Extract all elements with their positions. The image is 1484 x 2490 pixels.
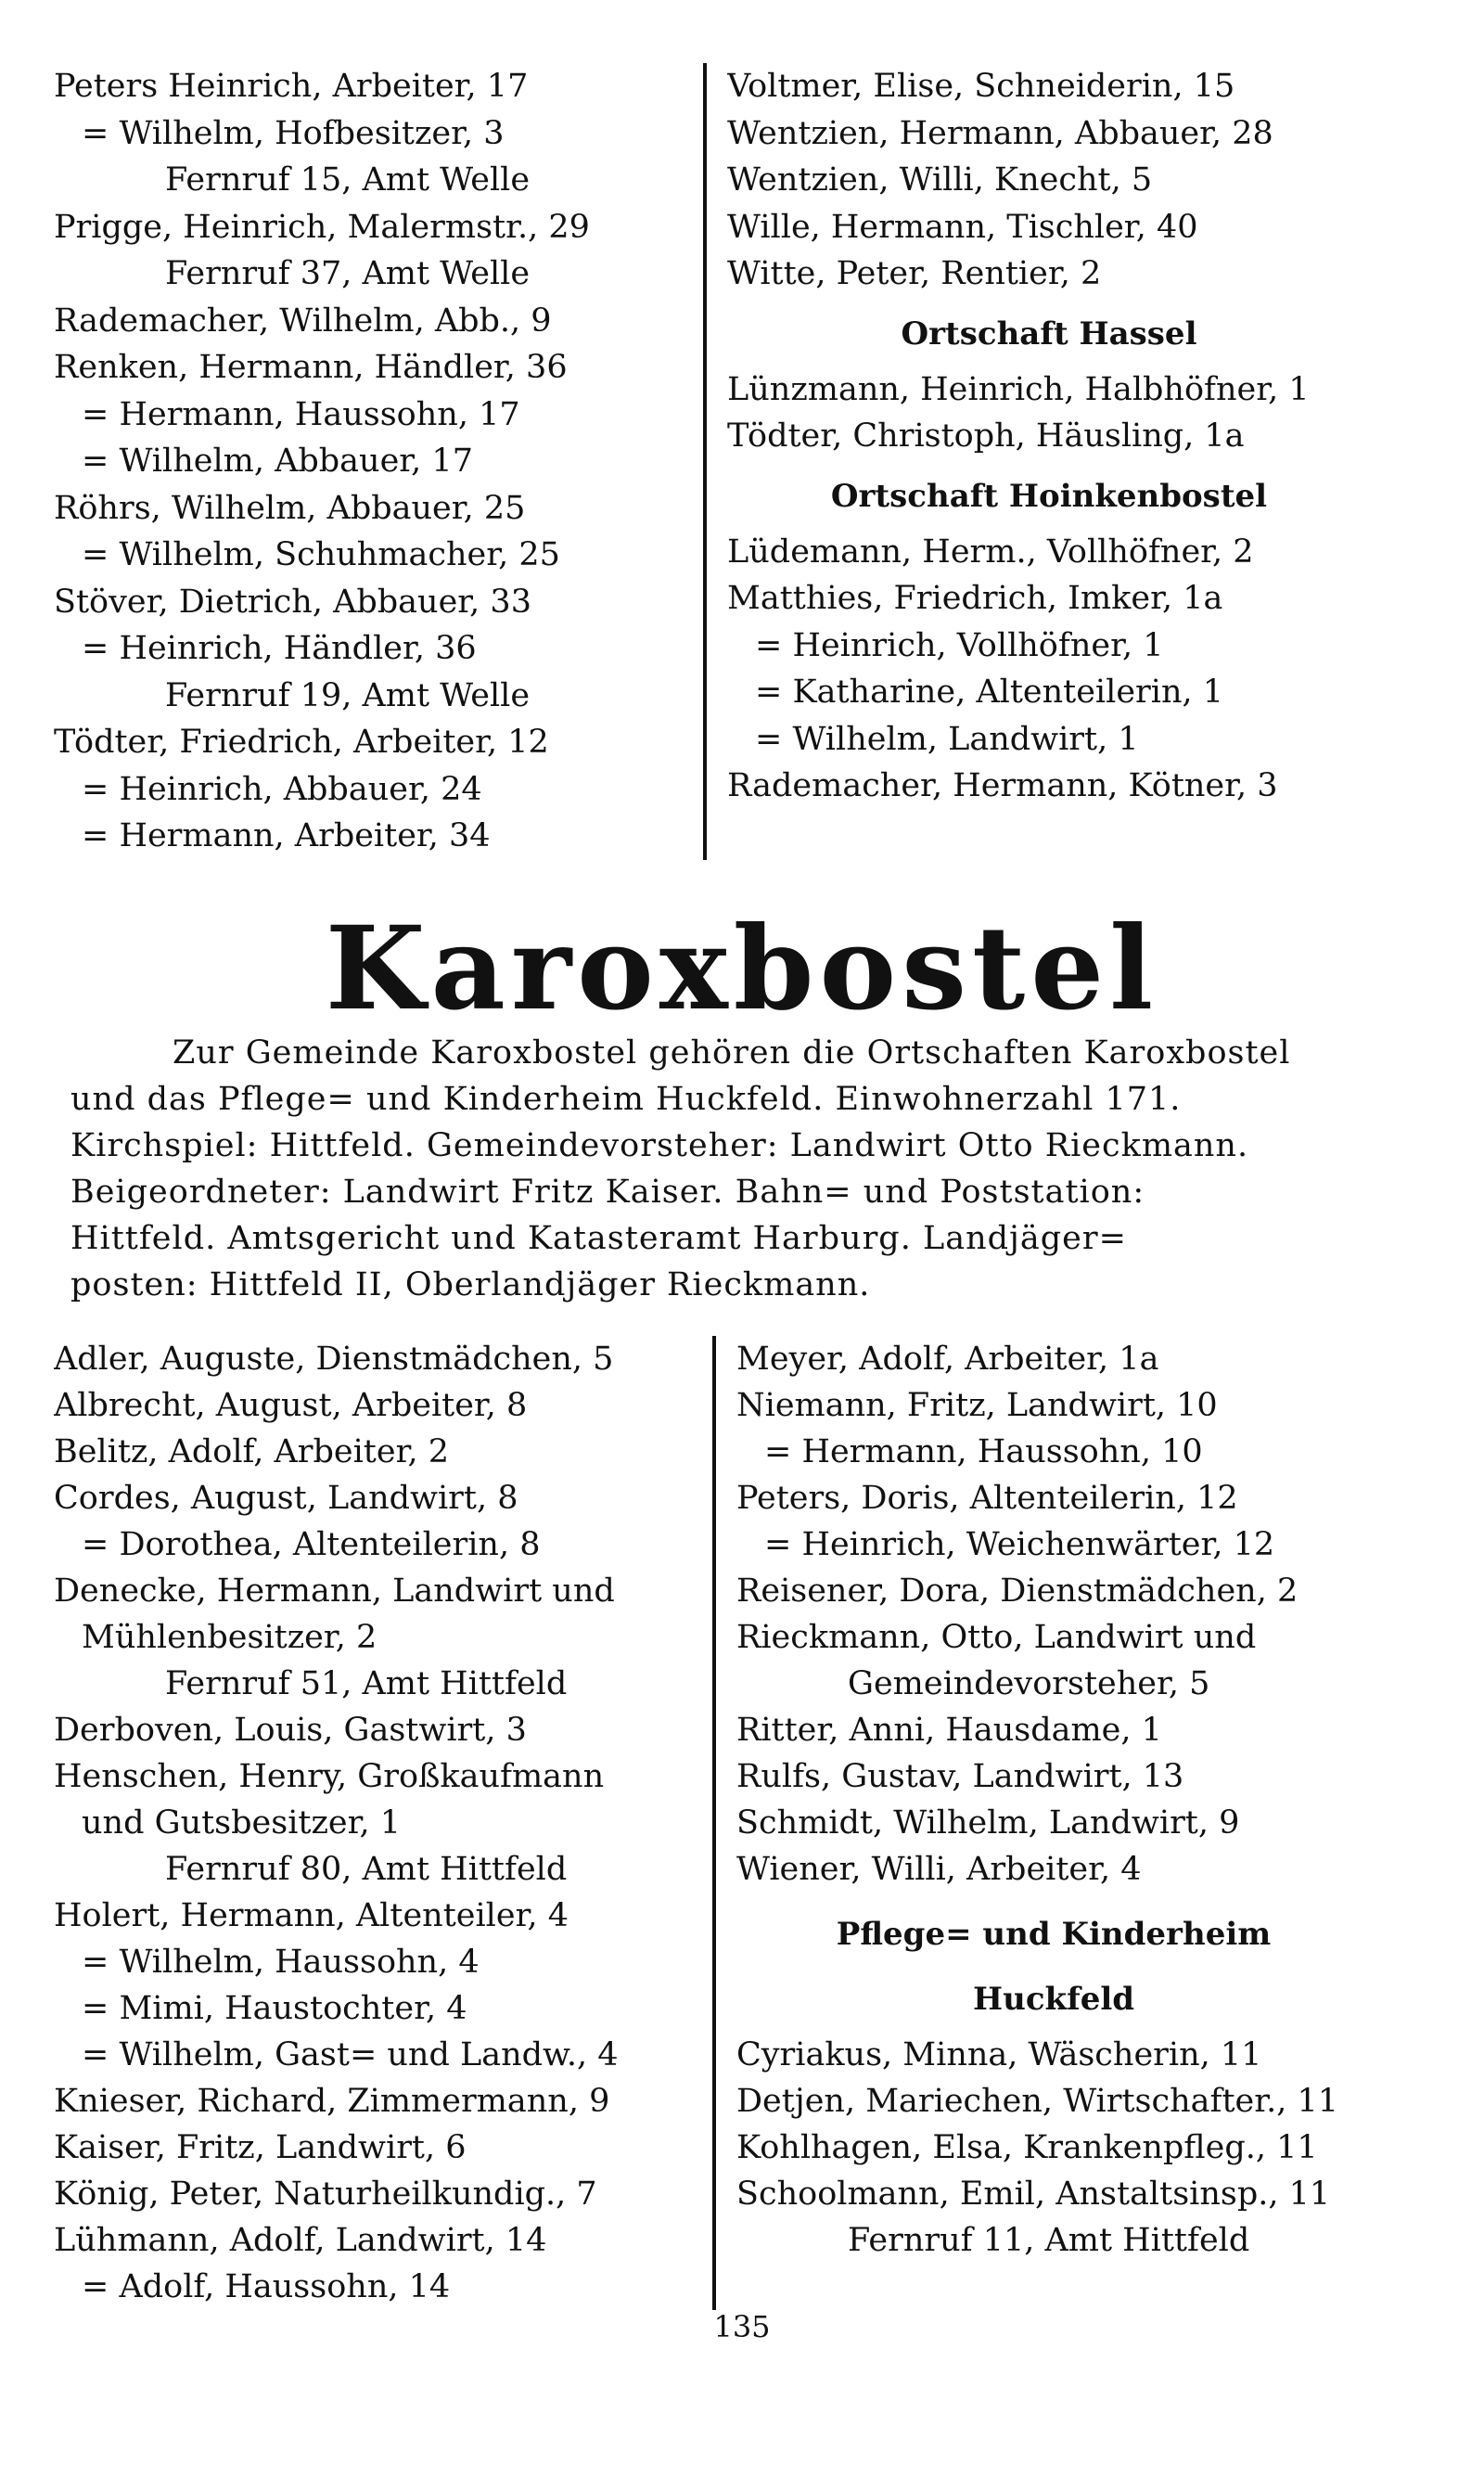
- resident-entry: = Mimi, Haustochter, 4: [82, 1990, 467, 2027]
- resident-entry: Fernruf 19, Amt Welle: [165, 676, 531, 714]
- resident-entry: Lünzmann, Heinrich, Halbhöfner, 1: [727, 370, 1310, 408]
- resident-entry: = Heinrich, Weichenwärter, 12: [764, 1526, 1275, 1563]
- resident-entry: Fernruf 80, Amt Hittfeld: [165, 1851, 568, 1888]
- resident-entry: Wentzien, Hermann, Abbauer, 28: [727, 114, 1273, 152]
- intro-line: Zur Gemeinde Karoxbostel gehören die Ortschaften Karoxbostel: [173, 1034, 1291, 1072]
- resident-entry: Ritter, Anni, Hausdame, 1: [736, 1712, 1162, 1749]
- intro-line: posten: Hittfeld II, Oberlandjäger Rieckmann.: [70, 1266, 871, 1303]
- resident-entry: = Adolf, Haussohn, 14: [82, 2268, 451, 2305]
- town-title: Karoxbostel: [325, 902, 1159, 1036]
- intro-line: Hittfeld. Amtsgericht und Katasteramt Harburg. Landjäger=: [70, 1220, 1127, 1257]
- resident-entry: = Wilhelm, Schuhmacher, 25: [82, 536, 560, 573]
- resident-entry: Kohlhagen, Elsa, Krankenpfleg., 11: [736, 2129, 1318, 2166]
- resident-entry: Henschen, Henry, Großkaufmann: [54, 1758, 605, 1795]
- resident-entry: Fernruf 11, Amt Hittfeld: [848, 2222, 1250, 2259]
- resident-entry: = Wilhelm, Landwirt, 1: [755, 720, 1139, 758]
- resident-entry: Rulfs, Gustav, Landwirt, 13: [736, 1758, 1184, 1795]
- resident-entry: Albrecht, August, Arbeiter, 8: [54, 1387, 528, 1424]
- resident-entry: Rieckmann, Otto, Landwirt und: [736, 1619, 1257, 1656]
- resident-entry: Wiener, Willi, Arbeiter, 4: [736, 1851, 1142, 1888]
- intro-line: Beigeordneter: Landwirt Fritz Kaiser. Bahn= und Poststation:: [70, 1174, 1145, 1211]
- resident-entry: Renken, Hermann, Händler, 36: [54, 349, 568, 386]
- page-number: 135: [713, 2309, 771, 2344]
- resident-entry: Holert, Hermann, Altenteiler, 4: [54, 1897, 569, 1934]
- resident-entry: = Katharine, Altenteilerin, 1: [755, 674, 1224, 711]
- intro-line: Kirchspiel: Hittfeld. Gemeindevorsteher: Landwirt Otto Rieckmann.: [70, 1127, 1249, 1164]
- locality-heading: Huckfeld: [972, 1981, 1135, 2018]
- resident-entry: = Heinrich, Händler, 36: [82, 630, 477, 667]
- resident-entry: = Heinrich, Abbauer, 24: [82, 770, 482, 808]
- bottom-left-column: [54, 1336, 712, 2310]
- resident-entry: und Gutsbesitzer, 1: [82, 1804, 402, 1842]
- resident-entry: Derboven, Louis, Gastwirt, 3: [54, 1712, 527, 1749]
- resident-entry: Reisener, Dora, Dienstmädchen, 2: [736, 1572, 1298, 1610]
- resident-entry: Detjen, Mariechen, Wirtschafter., 11: [736, 2083, 1339, 2120]
- resident-entry: Niemann, Fritz, Landwirt, 10: [736, 1387, 1218, 1424]
- resident-entry: Cyriakus, Minna, Wäscherin, 11: [736, 2036, 1262, 2073]
- resident-entry: Schmidt, Wilhelm, Landwirt, 9: [736, 1804, 1240, 1842]
- resident-entry: Peters Heinrich, Arbeiter, 17: [54, 68, 529, 105]
- intro-line: und das Pflege= und Kinderheim Huckfeld. Einwohnerzahl 171.: [70, 1081, 1182, 1118]
- resident-entry: Fernruf 37, Amt Welle: [165, 255, 531, 292]
- resident-entry: Kaiser, Fritz, Landwirt, 6: [54, 2129, 467, 2166]
- resident-entry: = Dorothea, Altenteilerin, 8: [82, 1526, 541, 1563]
- resident-entry: = Wilhelm, Abbauer, 17: [82, 443, 473, 480]
- resident-entry: Prigge, Heinrich, Malermstr., 29: [54, 208, 590, 246]
- resident-entry: Rademacher, Wilhelm, Abb., 9: [54, 302, 552, 340]
- resident-entry: Lühmann, Adolf, Landwirt, 14: [54, 2222, 547, 2259]
- resident-entry: = Hermann, Haussohn, 17: [82, 395, 520, 433]
- resident-entry: = Heinrich, Vollhöfner, 1: [755, 626, 1164, 664]
- town-description: [70, 1030, 1397, 1308]
- top-right-column: [703, 63, 1371, 860]
- resident-entry: = Hermann, Arbeiter, 34: [82, 817, 491, 854]
- resident-entry: Meyer, Adolf, Arbeiter, 1a: [736, 1341, 1159, 1378]
- resident-entry: Stöver, Dietrich, Abbauer, 33: [54, 583, 531, 621]
- resident-entry: Fernruf 15, Amt Welle: [165, 161, 531, 199]
- resident-entry: Voltmer, Elise, Schneiderin, 15: [727, 68, 1235, 105]
- resident-entry: Rademacher, Hermann, Kötner, 3: [727, 767, 1278, 804]
- bottom-section: [54, 1336, 1371, 2310]
- resident-entry: Lüdemann, Herm., Vollhöfner, 2: [727, 533, 1254, 571]
- resident-entry: = Hermann, Haussohn, 10: [764, 1433, 1203, 1470]
- locality-heading: Ortschaft Hassel: [901, 314, 1197, 353]
- resident-entry: Matthies, Friedrich, Imker, 1a: [727, 580, 1223, 617]
- locality-heading: Ortschaft Hoinkenbostel: [830, 477, 1268, 515]
- resident-entry: Wentzien, Willi, Knecht, 5: [727, 161, 1153, 199]
- resident-entry: = Wilhelm, Hofbesitzer, 3: [82, 114, 505, 152]
- resident-entry: Mühlenbesitzer, 2: [82, 1619, 377, 1656]
- locality-heading: Pflege= und Kinderheim: [836, 1916, 1272, 1953]
- resident-entry: Schoolmann, Emil, Anstaltsinsp., 11: [736, 2176, 1331, 2213]
- resident-entry: Tödter, Christoph, Häusling, 1a: [727, 417, 1245, 455]
- resident-entry: Gemeindevorsteher, 5: [848, 1665, 1210, 1702]
- resident-entry: Cordes, August, Landwirt, 8: [54, 1480, 518, 1517]
- resident-entry: Röhrs, Wilhelm, Abbauer, 25: [54, 489, 526, 527]
- resident-entry: Wille, Hermann, Tischler, 40: [727, 208, 1198, 246]
- resident-entry: Denecke, Hermann, Landwirt und: [54, 1572, 615, 1610]
- resident-entry: König, Peter, Naturheilkundig., 7: [54, 2176, 597, 2213]
- bottom-right-column: [712, 1336, 1371, 2310]
- top-left-column: [54, 63, 703, 860]
- resident-entry: Knieser, Richard, Zimmermann, 9: [54, 2083, 610, 2120]
- resident-entry: Adler, Auguste, Dienstmädchen, 5: [54, 1341, 614, 1378]
- resident-entry: Belitz, Adolf, Arbeiter, 2: [54, 1433, 449, 1470]
- resident-entry: Tödter, Friedrich, Arbeiter, 12: [54, 724, 549, 761]
- top-section: [54, 63, 1371, 860]
- resident-entry: Peters, Doris, Altenteilerin, 12: [736, 1480, 1238, 1517]
- resident-entry: = Wilhelm, Gast= und Landw., 4: [82, 2036, 619, 2073]
- resident-entry: = Wilhelm, Haussohn, 4: [82, 1944, 480, 1981]
- resident-entry: Witte, Peter, Rentier, 2: [727, 255, 1102, 292]
- resident-entry: Fernruf 51, Amt Hittfeld: [165, 1665, 568, 1702]
